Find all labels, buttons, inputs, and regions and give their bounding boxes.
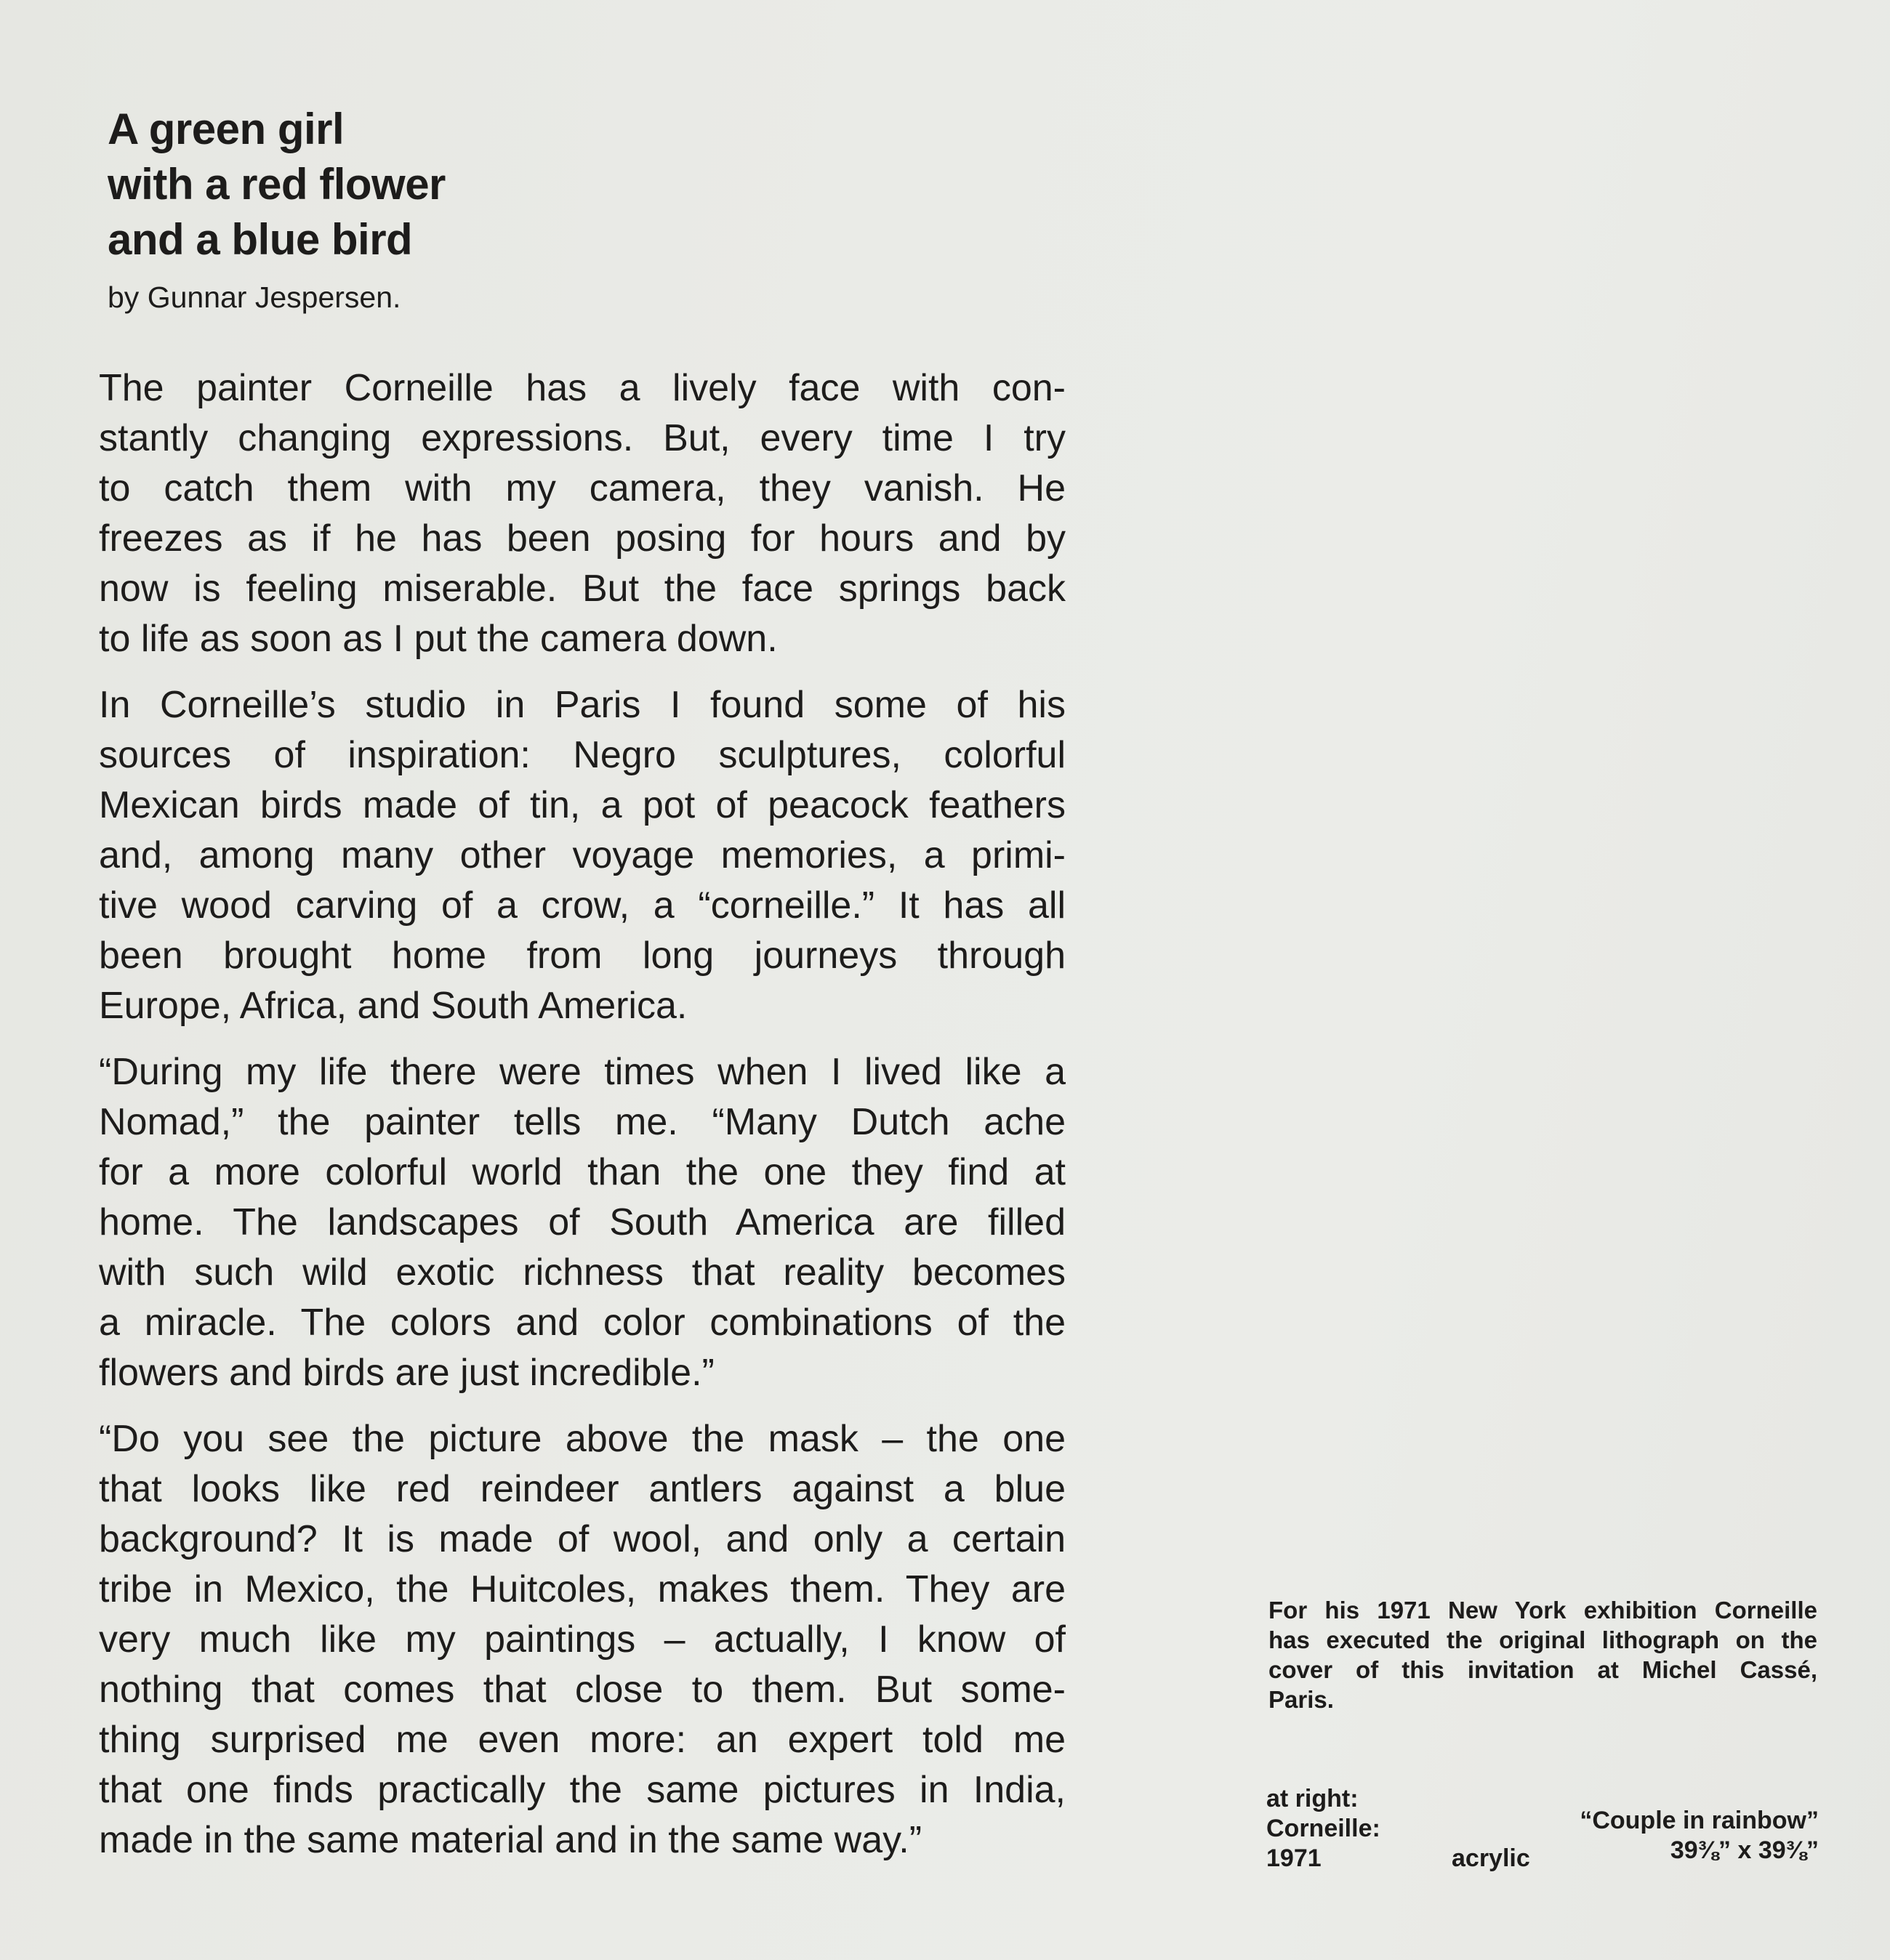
caption-line: cover of this invitation at Michel Cassé,	[1268, 1656, 1817, 1683]
text-line: with such wild exotic richness that reality becomes	[99, 1251, 1066, 1294]
text-line: thing surprised me even more: an expert told me	[99, 1719, 1066, 1761]
text-line: a miracle. The colors and color combinations of the	[99, 1302, 1066, 1344]
text-line: Europe, Africa, and South America.	[99, 985, 688, 1027]
text-line: Nomad,” the painter tells me. “Many Dutch ache	[99, 1101, 1066, 1143]
text-line: been brought home from long journeys through	[99, 935, 1066, 977]
text-line: and, among many other voyage memories, a primi-	[99, 834, 1066, 876]
text-line: nothing that comes that close to them. But some-	[99, 1669, 1066, 1711]
article-body	[99, 363, 1066, 1882]
article-header	[108, 102, 616, 315]
caption-line: Paris.	[1268, 1686, 1334, 1713]
text-line: made in the same material and in the same way.”	[99, 1819, 922, 1861]
text-line: that looks like red reindeer antlers against a blue	[99, 1468, 1066, 1510]
artwork-credit	[1266, 1784, 1819, 1886]
text-line: to catch them with my camera, they vanish. He	[99, 467, 1066, 509]
text-line: Mexican birds made of tin, a pot of peacock feathers	[99, 784, 1066, 826]
credit-artist: Corneille:	[1266, 1815, 1380, 1842]
text-line: tribe in Mexico, the Huitcoles, makes them. They are	[99, 1568, 1066, 1610]
credit-left-column	[1266, 1784, 1380, 1874]
article-byline: by Gunnar Jespersen.	[108, 281, 401, 314]
text-line: “During my life there were times when I lived like a	[99, 1051, 1066, 1093]
text-line: for a more colorful world than the one they find at	[99, 1151, 1066, 1193]
caption-line: For his 1971 New York exhibition Corneille	[1268, 1597, 1817, 1624]
text-line: The painter Corneille has a lively face with con-	[99, 367, 1066, 409]
paragraph-3	[99, 1047, 1066, 1398]
credit-year: 1971	[1266, 1844, 1322, 1872]
article-title-line-3: and a blue bird	[108, 215, 413, 264]
text-line: to life as soon as I put the camera down.	[99, 618, 778, 660]
invitation-caption	[1268, 1595, 1817, 1714]
paragraph-1	[99, 363, 1066, 664]
text-line: sources of inspiration: Negro sculptures, colorful	[99, 734, 1066, 776]
caption-line: has executed the original lithograph on the	[1268, 1626, 1817, 1653]
text-line: tive wood carving of a crow, a “corneille.” It has all	[99, 884, 1066, 927]
paragraph-2	[99, 680, 1066, 1031]
text-line: background? It is made of wool, and only a certain	[99, 1518, 1066, 1560]
article-title-line-1: A green girl	[108, 105, 345, 153]
text-line: “Do you see the picture above the mask – the one	[99, 1418, 1066, 1460]
text-line: stantly changing expressions. But, every time I try	[99, 417, 1066, 459]
credit-label: at right:	[1266, 1785, 1359, 1812]
text-line: home. The landscapes of South America are filled	[99, 1201, 1066, 1243]
text-line: that one finds practically the same pictures in India,	[99, 1769, 1066, 1811]
credit-work-title: “Couple in rainbow”	[1580, 1807, 1819, 1834]
article-title-line-2: with a red flower	[108, 160, 446, 209]
credit-medium: acrylic	[1452, 1844, 1530, 1872]
text-line: now is feeling miserable. But the face springs back	[99, 568, 1066, 610]
text-line: flowers and birds are just incredible.”	[99, 1352, 715, 1394]
paragraph-4	[99, 1414, 1066, 1866]
text-line: In Corneille’s studio in Paris I found some of his	[99, 684, 1066, 726]
credit-dimensions: 39⅜” x 39⅜”	[1670, 1836, 1819, 1864]
text-line: very much like my paintings – actually, I know of	[99, 1618, 1066, 1661]
credit-work	[1580, 1806, 1819, 1866]
text-line: freezes as if he has been posing for hours and by	[99, 517, 1066, 560]
